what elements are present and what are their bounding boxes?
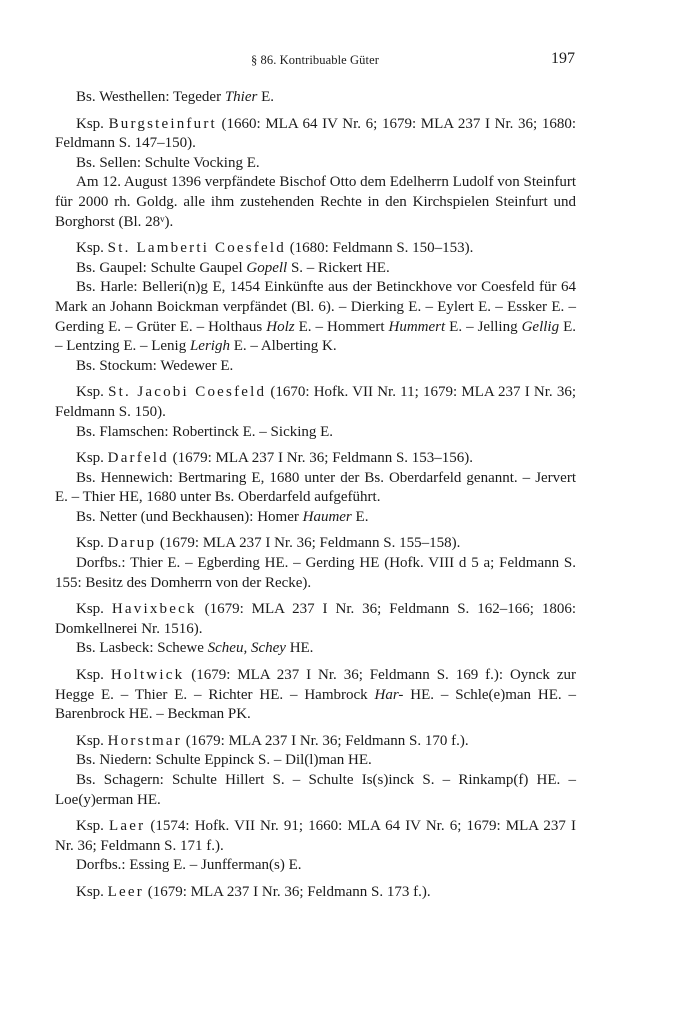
- text-run: Ksp.: [76, 883, 108, 900]
- text-run: Bs. Westhellen: Tegeder: [76, 89, 225, 105]
- text-run: Ksp.: [76, 240, 108, 257]
- text-run: Bs. Schagern: Schulte Hillert S. – Schulte Is(s)inck S. – Rinkamp(f) HE. – Loe(y)erman HE.: [55, 772, 576, 808]
- paragraph: [55, 449, 576, 469]
- text-run: Bs. Harle: Belleri(n)g E, 1454 Einkünfte aus der Betinckhove vor Coesfeld für 64 Mark an Johann Boickman verpfändet (Bl. 6). – Dierking E. – Eylert E. – Essker E. – Gerding E. – Grüter E. – Holthaus: [55, 279, 576, 335]
- text-run: Dorfbs.: Thier E. – Egberding HE. – Gerding HE (Hofk. VIII d 5 a; Feldmann S. 155: Besitz des Domherrn von der Recke).: [55, 555, 576, 591]
- variant-spelling: Gopell: [246, 259, 288, 276]
- text-run: Bs. Flamschen: Robertinck E. – Sicking E.: [76, 423, 334, 440]
- text-run: Dorfbs.: Essing E. – Junfferman(s) E.: [76, 857, 302, 874]
- running-title: § 86. Kontribuable Güter: [250, 53, 380, 67]
- parish-name: Laer: [109, 818, 146, 835]
- text-run: Ksp.: [76, 667, 111, 684]
- paragraph: [55, 115, 576, 154]
- parish-name: Havixbeck: [111, 601, 197, 618]
- text-run: S. – Rickert HE.: [287, 259, 390, 276]
- text-run: (1679: MLA 237 I Nr. 36; Feldmann S. 169 f.): Oynck zur Hegge E. – Thier E. – Richter HE. – Hambrock: [55, 667, 577, 703]
- paragraph: [55, 534, 576, 554]
- paragraph: [55, 666, 576, 725]
- text-run: Ksp.: [76, 732, 108, 749]
- paragraph: [55, 259, 576, 279]
- text-run: (1679: MLA 237 I Nr. 36; Feldmann S. 153–156).: [168, 450, 474, 467]
- paragraph: [55, 639, 576, 659]
- paragraph: [55, 154, 576, 174]
- variant-spelling: Har-: [374, 686, 404, 703]
- text-run: Bs. Sellen: Schulte Vocking E.: [76, 154, 260, 171]
- text-run: Bs. Gaupel: Schulte Gaupel: [76, 259, 247, 276]
- paragraph: [55, 278, 576, 356]
- text-run: Ksp.: [76, 384, 109, 401]
- parish-name: Holtwick: [110, 667, 185, 684]
- paragraph: [55, 856, 576, 876]
- paragraph: [55, 600, 576, 639]
- parish-name: St. Lamberti Coesfeld: [107, 240, 286, 257]
- variant-spelling: Hummert: [388, 318, 446, 335]
- text-run: Am 12. August 1396 verpfändete Bischof Otto dem Edelherrn Ludolf von Steinfurt für 2000 rh. Goldg. alle ihm zustehenden Rechte in den Kirchspielen Steinfurt und Borghorst (Bl. 28ᵛ).: [55, 174, 576, 230]
- text-run: (1679: MLA 237 I Nr. 36; Feldmann S. 170 f.).: [181, 732, 469, 749]
- text-run: E.: [257, 89, 275, 105]
- paragraph: [55, 88, 576, 108]
- parish-name: Burgsteinfurt: [108, 115, 217, 132]
- text-run: (1670: Hofk. VII Nr. 11; 1679: MLA 237 I Nr. 36; Feldmann S. 150).: [55, 384, 576, 420]
- text-run: E. – Hommert: [294, 318, 389, 335]
- paragraph: [55, 732, 576, 752]
- paragraph: [55, 173, 576, 232]
- parish-name: Horstmar: [107, 732, 182, 749]
- text-run: E. – Jelling: [445, 318, 522, 335]
- text-run: (1679: MLA 237 I Nr. 36; Feldmann S. 173 f.).: [143, 883, 431, 900]
- variant-spelling: Haumer: [302, 508, 352, 525]
- variant-spelling: Scheu, Schey: [207, 640, 286, 657]
- paragraph: [55, 883, 576, 903]
- paragraph: [55, 423, 576, 443]
- paragraph: [55, 383, 576, 422]
- text-run: HE. – Schle(e)man HE. – Barenbrock HE. – Beckman PK.: [55, 686, 576, 723]
- text-run: Ksp.: [76, 115, 109, 132]
- text-run: E.: [351, 508, 369, 525]
- paragraph: [55, 508, 576, 528]
- text-run: Ksp.: [76, 601, 112, 618]
- paragraph: [55, 771, 576, 810]
- text-run: E. – Alberting K.: [229, 338, 337, 355]
- text-run: (1574: Hofk. VII Nr. 91; 1660: MLA 64 IV Nr. 6; 1679: MLA 237 I Nr. 36; Feldmann S. 171 f.).: [55, 818, 576, 854]
- text-run: Ksp.: [76, 535, 108, 552]
- text-run: (1679: MLA 237 I Nr. 36; Feldmann S. 155–158).: [156, 535, 461, 552]
- text-run: E. – Lentzing E. – Lenig: [55, 318, 576, 355]
- paragraph: [55, 817, 576, 856]
- running-head: [55, 50, 575, 72]
- text-run: HE.: [285, 640, 314, 657]
- parish-name: Darfeld: [107, 450, 169, 467]
- text-run: Bs. Niedern: Schulte Eppinck S. – Dil(l)man HE.: [76, 752, 372, 769]
- parish-name: St. Jacobi Coesfeld: [108, 384, 267, 401]
- text-run: Bs. Netter (und Beckhausen): Homer: [76, 508, 303, 525]
- page-body: [55, 88, 576, 903]
- variant-spelling: Lerigh: [189, 338, 230, 355]
- variant-spelling: Thier: [224, 89, 258, 105]
- text-run: Bs. Hennewich: Bertmaring E, 1680 unter der Bs. Oberdarfeld genannt. – Jervert E. – Thier HE, 1680 unter Bs. Oberdarfeld aufgeführt.: [55, 469, 576, 506]
- paragraph: [55, 751, 576, 771]
- paragraph: [55, 239, 576, 259]
- text-run: Ksp.: [76, 818, 110, 835]
- text-run: (1680: Feldmann S. 150–153).: [285, 240, 474, 257]
- parish-name: Leer: [107, 883, 144, 900]
- parish-name: Darup: [107, 535, 157, 552]
- variant-spelling: Holz: [266, 318, 295, 335]
- text-run: (1660: MLA 64 IV Nr. 6; 1679: MLA 237 I Nr. 36; 1680: Feldmann S. 147–150).: [55, 115, 576, 152]
- text-run: Ksp.: [76, 450, 108, 467]
- paragraph: [55, 554, 576, 593]
- page-number: 197: [551, 50, 575, 67]
- text-run: Bs. Lasbeck: Schewe: [76, 640, 208, 657]
- paragraph: [55, 469, 576, 508]
- text-run: Bs. Stockum: Wedewer E.: [76, 357, 234, 374]
- paragraph: [55, 357, 576, 377]
- variant-spelling: Gellig: [521, 318, 560, 335]
- text-run: (1679: MLA 237 I Nr. 36; Feldmann S. 162–166; 1806: Domkellnerei Nr. 1516).: [55, 601, 577, 637]
